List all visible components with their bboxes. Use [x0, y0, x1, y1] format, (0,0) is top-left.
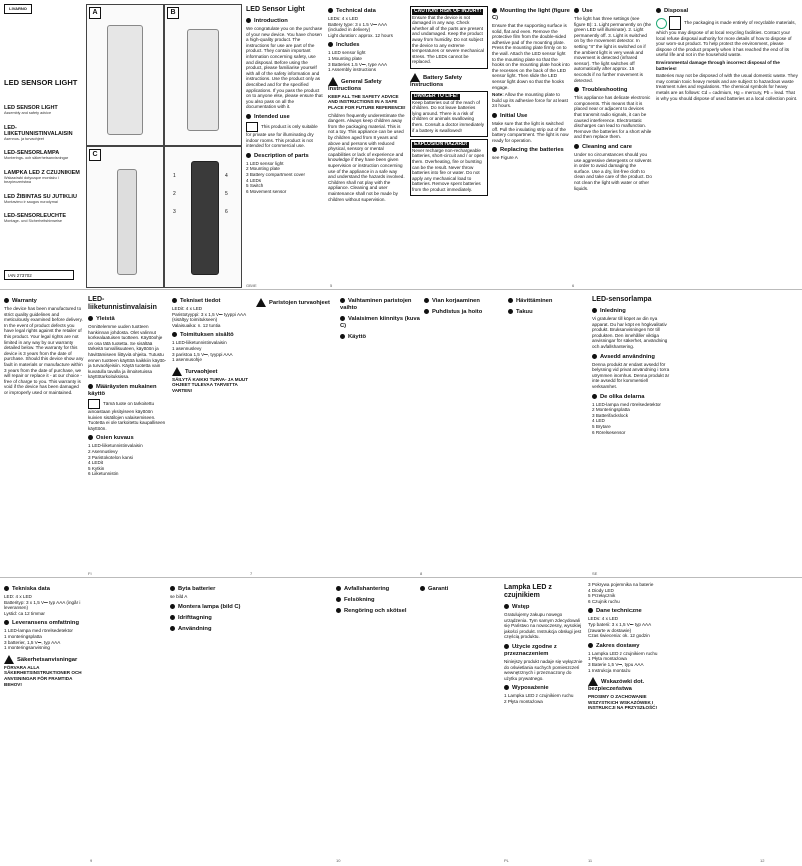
pl-includes-list: [588, 651, 668, 673]
fi-column-5: [424, 294, 504, 572]
list-item: LEDit: 4 x LED: [172, 306, 203, 312]
cover-item-sub: Assembly and safety advice: [4, 111, 52, 115]
en-initial-heading: Initial Use: [492, 113, 570, 120]
cover-item-sub: Wskazówki dotyczące montażu i bezpieczeństwa: [4, 175, 59, 184]
fi-disposal-heading: Hävittäminen: [508, 298, 588, 305]
page-number: 11: [588, 858, 593, 863]
book-icon: [246, 122, 258, 132]
en-column-7: [4, 294, 84, 572]
page-number: PL: [504, 858, 509, 863]
page-number: 7: [250, 571, 253, 576]
en-column-4: [492, 4, 570, 284]
pl-column-1: [504, 582, 584, 860]
sv-mount-heading: Montera lampa (bild C): [170, 604, 250, 611]
figure-b: [164, 4, 242, 146]
fi-column-2: [172, 294, 252, 572]
fi-includes-list: [172, 340, 252, 362]
en-replace-heading: Replacing the batteries: [492, 147, 570, 154]
mounting-plate-illustration: [117, 169, 137, 275]
fi-column-6: [508, 294, 588, 572]
sv-intro-heading: Inledning: [592, 308, 672, 315]
en-use-heading: Use: [574, 8, 652, 15]
sv-safety-heading: Säkerhetsanvisningar: [4, 655, 84, 664]
fi-mount-heading: Valaisimen kiinnitys (kuva C): [340, 316, 420, 330]
cover-item-title: LED-SENSORLAMPA: [4, 150, 60, 156]
cover-item-title: LED ŽIBINTAS SU JUTIKLIU: [4, 193, 77, 200]
callout-number: 2: [173, 191, 176, 197]
pl-column-3: [672, 582, 798, 860]
en-replace-text: see Figure A: [492, 155, 518, 161]
sv-trouble-heading: Felsökning: [336, 597, 416, 604]
list-item: 6 Rörelsesensor: [592, 429, 626, 435]
list-item: Typ baterii: 3 x 1,5 V⎓ typ AAA (zawarte w dostawie): [588, 622, 651, 633]
list-item: Battery type: 3 x 1.5 V⎓ AAA (included in delivery): [328, 21, 387, 33]
sv-tech-heading: Tekniska data: [4, 586, 84, 593]
fi-column-4: [340, 294, 420, 572]
sv-use-heading: Användning: [170, 626, 250, 633]
list-item: 1 Mounting plate: [328, 56, 362, 62]
cover-item-title: LED-SENSORLEUCHTE: [4, 213, 67, 219]
page-number: 12: [760, 858, 765, 863]
cover-item-title: LED-LIIKETUNNISTINVALAISIN: [4, 124, 73, 137]
en-disposal-text: The packaging is made entirely of recyclable materials, which you may dispose of at local recycling facilities. Contact your local refuse disposal authority for more details of how to dispose of your worn-out product. To help protect the environment, please dispose of the product properly when it has reached the end of its useful life and not in the household waste.: [656, 16, 798, 58]
sv-replace-text: se bild A: [170, 594, 188, 600]
list-item: 3 batterier, 1,5 V⎓, typ AAA: [4, 639, 61, 645]
fi-cleaning-heading: Puhdistus ja hoito: [424, 309, 504, 316]
figure-parts: [164, 146, 242, 288]
page-number: 5: [330, 283, 333, 288]
list-item: 2 Mounting plate: [246, 166, 280, 172]
en-caution-box: [410, 6, 488, 69]
fi-includes-heading: Toimituksen sisältö: [172, 332, 252, 339]
en-trouble-text: This appliance has delicate electronic components. This means that it is placed near or adjacent to devices that transmit radio signals, it can be caused interference. Electrostatic discharges can lead to malfunction. Remove the batteries for a short while and then replace them.: [574, 95, 652, 140]
cover-panel: [4, 4, 84, 286]
figure-label: A: [89, 7, 101, 19]
warning-triangle-icon: [588, 677, 598, 686]
fi-intro-text: Onnittelemme uuden tuotteen hankinnan johdosta. Olet valinnut korkealaatuisen tuotteen. Käyttöohje on osa tätä tuotetta. Se sisältää tärkeitä turvallisuuteen, käyttöön ja hävittämiseen liittyviä ohjeita. Tutustu ennen tuotteen käyttöä kaikkiin käyttö- ja turvaohjeisiin. Käytä tuotetta vain kuvatulla tavalla ja ilmoitetuissa käyttötarkoituksissa.: [88, 324, 167, 380]
cover-item-sub: Asennus- ja turvaohjeet: [4, 136, 44, 141]
cover-language-gb: [4, 105, 84, 116]
fi-tech-list: [172, 306, 252, 328]
pl-column-2: [588, 582, 668, 860]
ian-number: IAN 273702: [4, 270, 74, 280]
pl-includes-heading: Zakres dostawy: [588, 643, 668, 650]
list-item: 5 Kytkin: [88, 465, 105, 471]
en-cleaning-heading: Cleaning and care: [574, 144, 652, 151]
fi-tech-heading: Tekniset tiedot: [172, 298, 252, 305]
warning-triangle-icon: [328, 77, 338, 86]
en-danger-label: DANGER TO LIFE!: [414, 92, 458, 99]
pl-parts-heading: Wyposażenie: [504, 685, 584, 692]
list-item: Batterityp: 3 x 1,5 V⎓ typ AAA (ingår i leveransen): [4, 599, 81, 611]
warning-triangle-icon: [410, 73, 420, 82]
pl-intended-text: Niniejszy produkt nadaje się wyłącznie do oświetlania suchych pomieszczeń wewnętrznych i przeznaczony do użytku prywatnego.: [504, 659, 583, 681]
list-item: 1 LED sensor light: [328, 50, 366, 56]
en-cleaning-text: Under no circumstances should you use aggressive detergents or solvents in order to avoid damaging the surface. Use a dry, lint-free cloth to clean and take care of the product. Do not clean the light with water or other liquids.: [574, 151, 652, 191]
cover-language-lt: [4, 194, 84, 205]
fi-column-1: [88, 294, 168, 572]
page-number: 8: [420, 571, 423, 576]
sv-column-5: [420, 582, 500, 860]
en-mount-heading: Mounting the light (figure C): [492, 8, 570, 22]
crossed-bin-icon: [669, 16, 681, 30]
en-env-heading: Environmental damage through incorrect disposal of the batteries!: [656, 60, 780, 71]
list-item: 5 Przełącznik: [588, 593, 616, 599]
callout-number: 4: [225, 173, 228, 179]
sv-cleaning-heading: Rengöring och skötsel: [336, 608, 416, 615]
en-title: LED Sensor Light: [246, 6, 305, 13]
list-item: 6 Movement sensor: [246, 188, 287, 194]
list-item: 1 LED-lampa med rörelsedetektor: [592, 401, 661, 407]
page-number: GB/IE: [246, 283, 257, 288]
list-item: LED: 4 x LED: [4, 594, 32, 600]
fi-intro-heading: Yleistä: [88, 316, 168, 323]
list-item: Light duration: approx. 12 hours: [328, 32, 393, 38]
pl-intended-heading: Użycie zgodne z przeznaczeniem: [504, 644, 557, 658]
list-item: 1 asennuslevy: [172, 346, 202, 352]
sv-tech-list: [4, 594, 84, 616]
en-env-text: Batteries may not be disposed of with the usual domestic waste. They may contain toxic heavy metals and are subject to hazardous waste treatment rules and regulations. The chemical symbols for heavy metals are as follows: Cd = cadmium, Hg = mercury, Pb = lead. That is why you should dispose of used batteries at a local collection point.: [656, 73, 798, 101]
en-tech-list: [328, 16, 406, 38]
en-intended-text: This product is only suitable for private use for illuminating dry indoor rooms. This product is not intended for commercial use.: [246, 122, 324, 149]
en-column-1: [246, 4, 324, 284]
callout-number: 6: [225, 209, 228, 215]
sv-column-2: [4, 582, 84, 860]
list-item: LEDs: 4 x LED: [328, 16, 359, 22]
fi-warranty-heading: Takuu: [508, 309, 588, 316]
sv-includes-list: [4, 628, 84, 650]
fi-replace-heading: Vaihtaminen paristojen vaihto: [340, 298, 412, 312]
fi-title: LED-liiketunnistinvalaisin: [88, 296, 157, 311]
parts-callouts: [173, 167, 176, 221]
list-item: 3 Baterie 1,5 V⎓, typu AAA: [588, 662, 644, 667]
list-item: 3 Batteries 1.5 V⎓, type AAA: [328, 61, 388, 67]
list-item: 3 Batterifackslock: [592, 412, 628, 418]
parts-callouts-right: [225, 167, 228, 221]
cover-item-title: LED SENSOR LIGHT: [4, 105, 58, 111]
list-item: 5 Switch: [246, 183, 264, 189]
list-item: 3 Paristokotelon kansi: [88, 454, 133, 460]
callout-number: 1: [173, 173, 176, 179]
fi-battery-heading: Paristojen turvaohjeet: [256, 298, 336, 307]
list-item: Lystid: ca 12 timmar: [4, 610, 45, 616]
list-item: Czas świecenia: ok. 12 godzin: [588, 633, 650, 639]
en-parts-heading: Description of parts: [246, 153, 324, 160]
warning-triangle-icon: [172, 367, 182, 376]
list-item: 4 LEDs: [246, 177, 262, 183]
led-light-illustration: [191, 161, 219, 275]
fi-safety-heading: Turvaohjeet: [172, 367, 252, 376]
list-item: 1 LED-liiketunnistinvalaisin: [172, 340, 227, 346]
en-warranty-text: The device has been manufactured to strict quality guidelines and meticulously examined before delivery. In the event of product defects you have legal rights against the retailer of this product. Your legal rights are not limited in any way by our warranty detailed below. The warranty for this device is 3 years from the date of purchase. Should this device show any fault in materials or manufacture within 3 years from the date of purchase, we will repair or replace it - at our choice - free of charge to you. This warranty is void if the device has been damaged or improperly used or maintained.: [4, 306, 84, 395]
fi-use-heading: Käyttö: [340, 334, 420, 341]
list-item: 2 Płyta montażowa: [504, 699, 543, 705]
en-explosion-box: [410, 139, 488, 196]
en-danger-box: [410, 91, 488, 137]
en-battery-heading: Battery Safety Instructions: [410, 73, 488, 89]
en-danger-text: Keep batteries out of the reach of children. Do not leave batteries lying around. There is a risk of children or animals swallowing them. Consult a doctor immediately if a battery is swallowed!: [412, 99, 484, 133]
cover-item-sub: Montavimo ir saugos nurodymai: [4, 199, 58, 204]
sv-parts-heading: De olika delarna: [592, 394, 672, 401]
en-use-text: The light has three settings (see figure B): 1. Light permanently on (the green LED will illuminate). 2. Light permanently off. 3. Light is switched on by the movement detector. In setting "II" the light is switched on if the ambient light is very weak and movement is detected (infrared sensor). The light switches off automatically after approx. 15 seconds if no further movement is detected.: [574, 16, 652, 83]
en-tech-heading: Technical data: [328, 8, 406, 15]
figure-a: [86, 4, 164, 146]
en-caution-text: Ensure that the device is not damaged in any way. Check whether all of the parts are present and undamaged. Keep the product away from humidity. Do not subject the device to any extreme temperatures or severe mechanical stress. The LEDs cannot be replaced.: [412, 14, 485, 65]
sv-column-3: [170, 582, 250, 860]
fi-intended-text: Tämä tuote on tarkoitettu ainoastaan yksityiseen käyttöön kuivien sisätilojen valaisemiseen. Tuotetta ei ole tarkoitettu kaupalliseen käyttöön.: [88, 399, 168, 431]
list-item: 3 Battery compartment cover: [246, 171, 305, 177]
en-caution-label: CAUTION! RISK OF INJURY!: [414, 8, 482, 14]
figure-c: [86, 146, 164, 288]
fi-intended-heading: Määräysten mukainen käyttö: [88, 384, 157, 397]
list-item: 1 Lampka LED z czujnikiem ruchu: [504, 693, 574, 699]
list-item: 1 Assembly instructions: [328, 67, 376, 73]
sv-intro-text: Vi gratulerar till köpet av din nya apparat. Du har köpt en högkvalitativ produkt. Bruksanvisningen hör till produkten. Den innehåller viktiga anvisningar för säkerhet, användning och avfallshantering.: [592, 316, 668, 349]
cover-language-se: [4, 150, 84, 161]
sv-intended-heading: Avsedd användning: [592, 354, 672, 361]
pl-safety-keep: PROSIMY O ZACHOWANIE WSZYSTKICH WSKAZÓWEK I INSTRUKCJI NA PRZYSZŁOŚĆ!: [588, 694, 657, 711]
callout-number: 3: [173, 209, 176, 215]
pl-title: Lampka LED z czujnikiem: [504, 584, 552, 599]
fi-parts-heading: Osien kuvaus: [88, 435, 168, 442]
page-number: 10: [336, 858, 341, 863]
book-icon: [88, 399, 100, 409]
en-intended-heading: Intended use: [246, 114, 324, 121]
pl-parts-list-cont: [588, 582, 668, 604]
fi-trouble-heading: Vian korjaaminen: [424, 298, 504, 305]
list-item: 6 Czujnik ruchu: [588, 598, 620, 604]
list-item: 1 monteringsanvisning: [4, 645, 50, 651]
pl-intro-heading: Wstęp: [504, 604, 584, 611]
list-item: 2 Monteringsplatta: [592, 407, 630, 413]
sv-includes-heading: Leveransens omfattning: [4, 620, 84, 627]
list-item: 1 Lampka LED z czujnikiem ruchu: [588, 650, 658, 656]
list-item: 4 LEDit: [88, 460, 104, 466]
fi-safety-keep: SÄILYTÄ KAIKKI TURVA- JA MUUT OHJEET TULEVAA TARVETTA VARTEN!: [172, 376, 249, 394]
list-item: 4 LED: [592, 418, 605, 424]
en-intro-text: We congratulate you on the purchase of your new device. You have chosen a high-quality product. The instructions for use are part of the product. They contain important information concerning safety, use and disposal. Before using the product, please familiarise yourself with all of the safety information and instructions. Use the product only as described and for the specified applications. If you pass the product on to anyone else, please ensure that you also pass on all the documentation with it.: [246, 26, 323, 110]
sv-safety-keep: FÖRVARA ALLA SÄKERHETSINSTRUKTIONER OCH ANVISNINGAR FÖR FRAMTIDA BEHOV!: [4, 664, 82, 687]
callout-number: 5: [225, 191, 228, 197]
sv-parts-list: [592, 402, 672, 436]
page-number: FI: [88, 571, 92, 576]
list-item: Valaisuaika: n. 12 tuntia: [172, 322, 221, 328]
en-note: Note: Allow the mounting plate to build up its adhesive force for at least 24 hours.: [492, 92, 568, 109]
en-mount-text: Ensure that the supporting surface is solid, flat and even. Remove the protective film from the double-sided adhesive pad of the mounting plate. Press the mounting plate firmly on to the wall. Attach the LED sensor light to the mounting plate so that the hooks on the mounting plate hook into the recesses on the back of the LED sensor light. Then slide the LED sensor light down so that the hooks engage.: [492, 23, 570, 90]
cover-item-title: LAMPKA LED Z CZUJNIKIEM: [4, 169, 80, 176]
en-intro-heading: Introduction: [246, 18, 324, 25]
en-includes-list: [328, 50, 406, 72]
en-column-6: [656, 4, 798, 284]
figure-label: B: [167, 7, 179, 19]
en-trouble-heading: Troubleshooting: [574, 87, 652, 94]
en-includes-heading: Includes: [328, 42, 406, 49]
list-item: LEDs: 4 x LED: [588, 616, 619, 622]
en-explosion-label: EXPLOSION HAZARD!: [414, 141, 468, 148]
fi-column-3: [256, 294, 336, 572]
list-item: 4 Diody LED: [588, 587, 614, 593]
sv-initial-heading: Idrifttagning: [170, 615, 250, 622]
cover-language-pl: [4, 170, 84, 185]
en-column-2: [328, 4, 406, 284]
list-item: 1 Płyta montażowa: [588, 656, 627, 662]
sv-column-1: [592, 294, 672, 572]
fi-parts-list: [88, 443, 168, 477]
figure-label: C: [89, 149, 101, 161]
list-item: 1 LED sensor light: [246, 160, 284, 166]
sv-intended-text: Denna produkt är endast avsedd för belysning vid privat användning i torra utrymmen inomhus. Denna produkt är inte avsedd för kommersiell verksamhet.: [592, 361, 670, 389]
list-item: 3 Pokrywa pojemnika na baterie: [588, 582, 654, 587]
en-safety-keep: KEEP ALL THE SAFETY ADVICE AND INSTRUCTIONS IN A SAFE PLACE FOR FUTURE REFERENCE!: [328, 93, 406, 111]
list-item: 6 Liiketunnistin: [88, 471, 119, 477]
sv-disposal-heading: Avfallshantering: [336, 586, 416, 593]
pl-parts-list: [504, 693, 584, 704]
list-item: 3 paristoa 1,5 V⎓, tyyppi AAA: [172, 351, 233, 357]
sv-replace-heading: Byta batterier: [170, 586, 250, 593]
en-safety-text: Children frequently underestimate the dangers. Always keep children away from the packaging material. This is not a toy. This appliance can be used by children aged from 8 years and above and persons with reduced physical, sensory or mental capabilities or lack of experience and knowledge if they have been given supervision or instruction concerning use of the appliance in a safe way and understand the hazards involved. Children shall not play with the appliance. Cleaning and user maintenance shall not be made by children without supervision.: [328, 112, 405, 202]
list-item: 2 Asennuslevy: [88, 449, 118, 454]
row-divider: [0, 577, 802, 578]
page-number: SE: [592, 571, 598, 576]
pl-intro-text: Gratulujemy zakupu nowego urządzenia. Tym samym zdecydowali się Państwo na nowoczesny, wysokiej jakości produkt. Instrukcja obsługi jest częścią produktu.: [504, 612, 582, 640]
list-item: 5 Brytare: [592, 424, 611, 429]
cover-item-sub: Montage- und Sicherheitshinweise: [4, 219, 63, 223]
warning-triangle-icon: [256, 298, 266, 307]
sv-warranty-heading: Garanti: [420, 586, 500, 593]
pl-tech-heading: Dane techniczne: [588, 608, 668, 615]
page-number: 9: [90, 858, 93, 863]
battery-lamp-illustration: [107, 25, 143, 135]
page-number: 6: [572, 283, 575, 288]
cover-language-de: [4, 213, 84, 224]
en-disposal-heading: Disposal: [656, 8, 798, 15]
en-initial-text: Make sure that the light is switched off. Pull the insulating strip out of the battery compartment. The light is now ready for operation.: [492, 120, 569, 143]
list-item: 1 LED-liiketunnistinvalaisin: [88, 443, 143, 449]
switch-lamp-illustration: [187, 29, 219, 131]
list-item: 1 LED-lampa med rörelsedetektor: [4, 628, 73, 634]
en-safety-heading: General Safety Instructions: [328, 77, 406, 93]
en-explosion-text: Never recharge non-rechargeable batteries, short-circuit and / or open them. Overheating, fire or bursting can be the result. Never throw batteries into fire or water. Do not apply any mechanical load to batteries. Remove spent batteries from the product immediately.: [412, 147, 485, 192]
cover-item-sub: Monterings- och säkerhetsanvisningar: [4, 156, 69, 160]
list-item: 1 monteringsplatta: [4, 634, 42, 640]
brand-logo: LIVARNO: [4, 4, 32, 14]
en-warranty-heading: Warranty: [4, 298, 84, 305]
pl-tech-list: [588, 616, 668, 638]
sv-column-4: [336, 582, 416, 860]
warning-triangle-icon: [4, 655, 14, 664]
recycling-icon: [656, 18, 667, 29]
row-divider: [0, 289, 802, 290]
en-column-3: [410, 4, 488, 284]
cover-title: LED SENSOR LIGHT: [4, 78, 78, 87]
list-item: Paristotyyppi: 3 x 1,5 V⎓ tyyppi AAA (sisältyy toimitukseen): [172, 311, 246, 323]
en-column-5: [574, 4, 652, 284]
en-parts-list: [246, 161, 324, 195]
sv-title: LED-sensorlampa: [592, 296, 652, 303]
pl-safety-heading: Wskazówki dot. bezpieczeństwa: [588, 677, 668, 693]
cover-language-fi: [4, 125, 84, 142]
list-item: 1 Instrukcja montażu: [588, 667, 631, 673]
list-item: 1 asennusohje: [172, 357, 202, 363]
